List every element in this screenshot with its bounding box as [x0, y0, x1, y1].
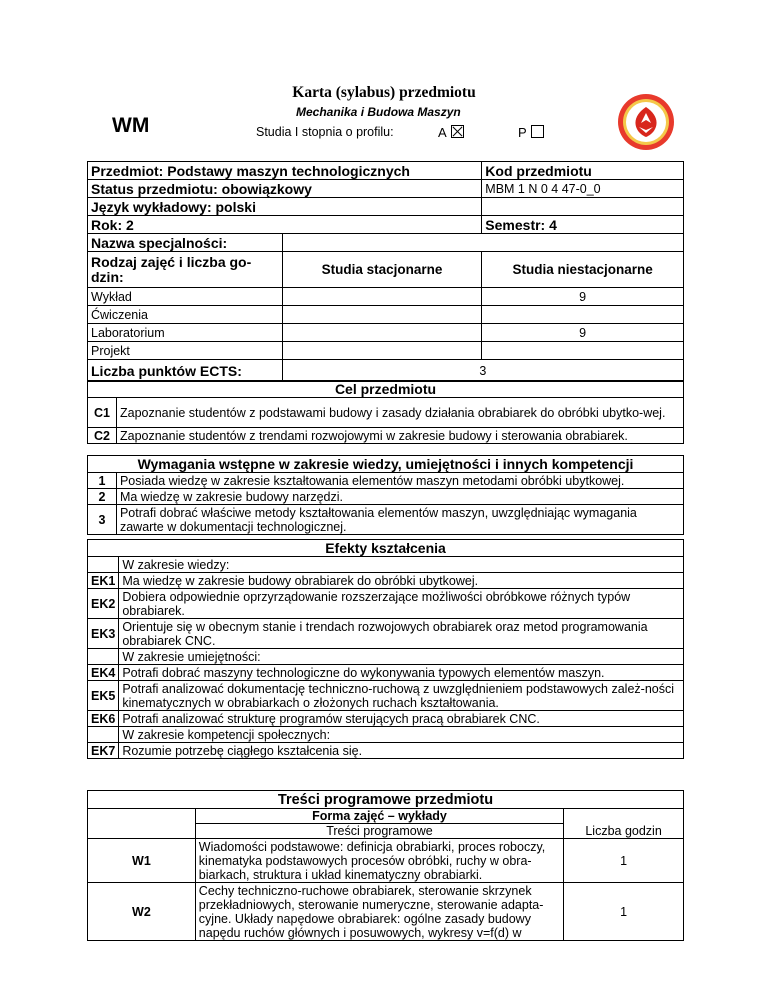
goal-row	[88, 428, 684, 444]
empty-checkbox-icon	[531, 125, 544, 138]
requirement-text: Posiada wiedzę w zakresie kształtowania elementów maszyn metodami obróbki ubytkowej.	[116, 473, 683, 489]
content-text: Cechy techniczno-ruchowe obrabiarek, sterowanie skrzynek przekładniowych, sterowanie numeryczne, sterowanie adapta-cyjne. Układy napędowe obrabiarek: ogólne zasady budowy napędu ruchów głównych i posuwowych, wykresy v=f(d) w	[195, 883, 563, 941]
empty-cell	[482, 198, 684, 216]
ects-label: Liczba punktów ECTS:	[88, 360, 283, 382]
outcome-text: Rozumie potrzebę ciągłego kształcenia się.	[119, 743, 684, 759]
empty-code-cell	[88, 557, 119, 573]
empty-code-cell	[88, 727, 119, 743]
outcome-text: Orientuje się w obecnym stanie i trendach rozwojowych obrabiarek oraz metod programowania obrabiarek CNC.	[119, 619, 684, 649]
empty-cell	[88, 824, 196, 839]
stationary-hours	[282, 342, 482, 360]
option-p-label: P	[518, 125, 527, 140]
hours-column-header: Liczba godzin	[564, 824, 684, 839]
specialization-label: Nazwa specjalności:	[88, 234, 283, 252]
stationary-header: Studia stacjonarne	[282, 252, 482, 288]
stationary-hours	[282, 306, 482, 324]
goals-title: Cel przedmiotu	[88, 381, 684, 398]
nonstationary-hours: 9	[482, 288, 684, 306]
goal-text: Zapoznanie studentów z podstawami budowy i zasady działania obrabiarek do obróbki ubytko-wej.	[116, 398, 683, 428]
outcome-code: EK5	[88, 681, 119, 711]
outcome-row	[88, 711, 684, 727]
contents-title: Treści programowe przedmiotu	[88, 791, 684, 809]
goal-code: C1	[88, 398, 117, 428]
outcome-row	[88, 573, 684, 589]
outcome-code: EK7	[88, 743, 119, 759]
stationary-hours	[282, 288, 482, 306]
stationary-hours	[282, 324, 482, 342]
requirement-row	[88, 489, 684, 505]
outcome-row	[88, 665, 684, 681]
requirement-row	[88, 505, 684, 535]
outcome-row	[88, 743, 684, 759]
outcome-text: Dobiera odpowiednie oprzyrządowanie rozszerzające możliwości obróbkowe różnych typów obrabiarek.	[119, 589, 684, 619]
outcome-text: Ma wiedzę w zakresie budowy obrabiarek do obróbki ubytkowej.	[119, 573, 684, 589]
classes-form: Forma zajęć – wykłady	[195, 809, 563, 824]
document-title: Karta (sylabus) przedmiotu	[292, 84, 476, 101]
empty-cell	[564, 809, 684, 824]
empty-code-cell	[88, 649, 119, 665]
requirement-code: 2	[88, 489, 117, 505]
hours-row	[88, 306, 684, 324]
profile-label: Studia I stopnia o profilu:	[256, 125, 394, 139]
checked-checkbox-icon	[451, 125, 464, 138]
goal-code: C2	[88, 428, 117, 444]
nonstationary-hours	[482, 342, 684, 360]
social-header: W zakresie kompetencji społecznych:	[119, 727, 684, 743]
content-row	[88, 839, 684, 883]
subject-name: Przedmiot: Podstawy maszyn technologicznych	[88, 162, 482, 180]
requirement-text: Ma wiedzę w zakresie budowy narzędzi.	[116, 489, 683, 505]
requirement-code: 1	[88, 473, 117, 489]
ects-value: 3	[282, 360, 683, 382]
class-type: Projekt	[88, 342, 283, 360]
goal-text: Zapoznanie studentów z trendami rozwojowymi w zakresie budowy i sterowania obrabiarek.	[116, 428, 683, 444]
requirement-row	[88, 473, 684, 489]
outcome-row	[88, 619, 684, 649]
outcome-row	[88, 681, 684, 711]
content-column-header: Treści programowe	[195, 824, 563, 839]
outcomes-title: Efekty kształcenia	[88, 540, 684, 557]
specialization-value	[282, 234, 683, 252]
semester: Semestr: 4	[482, 216, 684, 234]
profile-option-a	[438, 125, 464, 140]
content-text: Wiadomości podstawowe: definicja obrabiarki, proces roboczy, kinematyka podstawowych procesów obróbki, ruchy w obra-biarkach, struktura i układ kinematyczny obrabiarki.	[195, 839, 563, 883]
nonstationary-hours	[482, 306, 684, 324]
outcome-code: EK6	[88, 711, 119, 727]
requirement-text: Potrafi dobrać właściwe metody kształtowania elementów maszyn, uwzględniając wymagania zawarte w dokumentacji technologicznej.	[116, 505, 683, 535]
outcome-row	[88, 589, 684, 619]
requirements-table	[87, 455, 684, 535]
subject-info-table	[87, 161, 684, 382]
class-type: Laboratorium	[88, 324, 283, 342]
outcome-text: Potrafi analizować strukturę programów sterujących pracą obrabiarek CNC.	[119, 711, 684, 727]
code-value: MBM 1 N 0 4 47-0_0	[482, 180, 684, 198]
teaching-language: Język wykładowy: polski	[88, 198, 482, 216]
subject-status: Status przedmiotu: obowiązkowy	[88, 180, 482, 198]
study-year: Rok: 2	[88, 216, 482, 234]
outcome-code: EK2	[88, 589, 119, 619]
outcome-code: EK4	[88, 665, 119, 681]
hours-row	[88, 324, 684, 342]
hours-row	[88, 342, 684, 360]
outcome-code: EK3	[88, 619, 119, 649]
knowledge-header: W zakresie wiedzy:	[119, 557, 684, 573]
content-code: W2	[88, 883, 196, 941]
goals-table	[87, 380, 684, 444]
profile-option-p	[518, 125, 544, 140]
outcomes-table	[87, 539, 684, 759]
option-a-label: A	[438, 125, 447, 140]
requirement-code: 3	[88, 505, 117, 535]
content-row	[88, 883, 684, 941]
nonstationary-header: Studia niestacjonarne	[482, 252, 684, 288]
classes-label: Rodzaj zajęć i liczba go-dzin:	[88, 252, 283, 288]
outcome-code: EK1	[88, 573, 119, 589]
empty-cell	[88, 809, 196, 824]
class-type: Ćwiczenia	[88, 306, 283, 324]
content-code: W1	[88, 839, 196, 883]
university-emblem-icon	[617, 93, 675, 151]
content-hours: 1	[564, 883, 684, 941]
outcome-text: Potrafi analizować dokumentację techniczno-ruchową z uwzględnieniem podstawowych zależ-ności kinematycznych w obrabiarkach o złożonych ruchach kształtowania.	[119, 681, 684, 711]
nonstationary-hours: 9	[482, 324, 684, 342]
program-contents-table	[87, 790, 684, 941]
skills-header: W zakresie umiejętności:	[119, 649, 684, 665]
hours-row	[88, 288, 684, 306]
goal-row	[88, 398, 684, 428]
code-label: Kod przedmiotu	[482, 162, 684, 180]
requirements-title: Wymagania wstępne w zakresie wiedzy, umiejętności i innych kompetencji	[88, 456, 684, 473]
class-type: Wykład	[88, 288, 283, 306]
field-of-study: Mechanika i Budowa Maszyn	[296, 105, 461, 119]
content-hours: 1	[564, 839, 684, 883]
faculty-abbreviation: WM	[112, 114, 150, 137]
outcome-text: Potrafi dobrać maszyny technologiczne do wykonywania typowych elementów maszyn.	[119, 665, 684, 681]
